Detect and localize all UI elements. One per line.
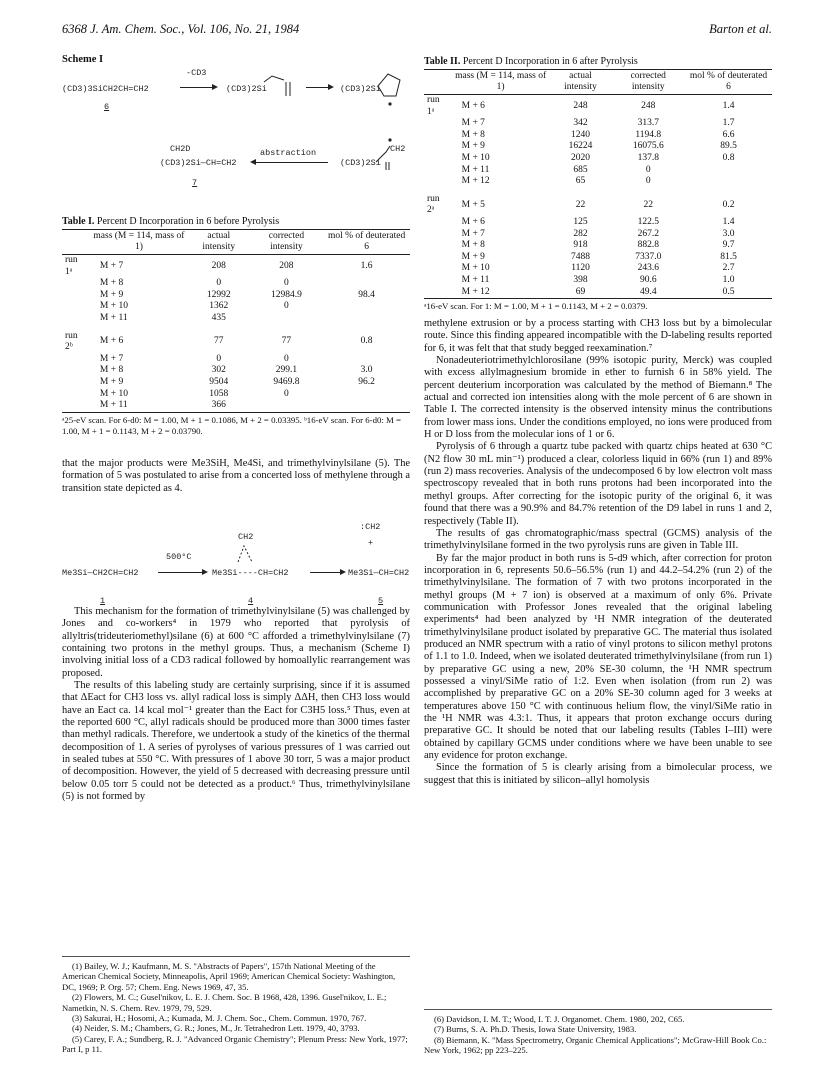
radical-intermediate-3: (CD3)2Si	[340, 158, 381, 168]
actual-intensity-cell: 9504	[209, 376, 229, 387]
allyl-ring-fragment-1	[262, 74, 302, 100]
table-row	[424, 287, 772, 299]
paragraph: This mechanism for the formation of trimethylvinylsilane (5) was challenged by Jones and co-workers⁴ in 1979 who reported that pyrolysis of allyltris(trideuteriomethyl)silane (6) at 600 °C afforded a trimethylvinylsilane (7) containing two protons in the methyl groups. Thus, a mechanism (Scheme I) involving initial loss of a CD3 radical followed by homoallylic rearrangement was proposed.	[62, 606, 410, 679]
mol-percent-cell: 9.7	[722, 240, 735, 251]
corrected-intensity-cell: 267.2	[637, 228, 659, 239]
corrected-intensity-cell: 0	[284, 388, 289, 399]
table-1-title: Percent D Incorporation in 6 before Pyrolysis	[96, 216, 280, 227]
reaction-arrow	[158, 572, 206, 573]
table-row	[424, 217, 772, 229]
corrected-intensity-cell: 9469.8	[273, 376, 300, 387]
loss-label: -CD3	[186, 68, 207, 78]
mass-cell: M + 8	[461, 129, 485, 140]
mass-cell: M + 5	[461, 199, 485, 210]
mass-cell: M + 6	[461, 216, 485, 227]
table-2	[424, 69, 772, 299]
actual-intensity-cell: 125	[573, 216, 588, 227]
table-row	[424, 153, 772, 165]
corrected-intensity-cell: 22	[643, 199, 653, 210]
mass-cell: M + 11	[461, 164, 490, 175]
actual-intensity-cell: 1058	[209, 388, 229, 399]
mass-cell: M + 9	[99, 376, 124, 387]
actual-intensity-cell: 435	[211, 312, 226, 323]
run-cell	[62, 290, 90, 302]
mol-percent-cell: 1.4	[722, 100, 735, 111]
product-ch2d-group: CH2D	[170, 144, 191, 154]
table-row	[424, 240, 772, 252]
corrected-intensity-cell: 49.4	[611, 287, 685, 299]
paragraph: methylene extrusion or by a process starting with CH3 loss but by a bimolecular route. Since this finding appeared incompatible with the D-labeling results reported for 6, it was felt that that study begged reexamination.⁷	[424, 318, 772, 354]
table-row	[424, 252, 772, 264]
corrected-intensity-cell: 0	[284, 278, 289, 289]
actual-intensity-cell: 69	[550, 287, 612, 299]
reaction-arrow	[306, 87, 332, 88]
scheme-product-7: (CD3)2Si—CH=CH2	[160, 158, 237, 168]
run-cell	[62, 377, 90, 389]
transition-state-bonds	[230, 542, 270, 564]
left-text-block-1	[62, 458, 410, 495]
table-row	[62, 255, 410, 279]
corrected-intensity-cell: 882.8	[637, 240, 659, 251]
table-row	[424, 263, 772, 275]
table-1	[62, 229, 410, 413]
mol-percent-cell: 1.6	[360, 260, 373, 271]
run-cell	[424, 287, 452, 299]
run-cell	[424, 141, 452, 153]
actual-intensity-cell: 918	[573, 240, 588, 251]
corrected-intensity-cell: 243.6	[637, 263, 659, 274]
corrected-intensity-cell: 7337.0	[635, 251, 662, 262]
run-cell	[62, 389, 90, 401]
reference: (8) Biemann, K. "Mass Spectrometry, Organic Chemical Applications"; McGraw-Hill Book Co.: New York, 1962; pp 223–225.	[424, 1034, 767, 1056]
mol-percent-cell	[323, 278, 410, 290]
mol-percent-cell: 0.8	[722, 152, 735, 163]
table-row	[424, 118, 772, 130]
corrected-intensity-cell	[250, 313, 324, 325]
run-cell	[424, 165, 452, 177]
table-row	[62, 325, 410, 354]
table-row	[62, 290, 410, 302]
column-header: mass (M = 114, mass of 1)	[90, 230, 188, 255]
actual-intensity-cell: 366	[188, 400, 250, 412]
mol-percent-cell	[685, 176, 772, 188]
actual-intensity-cell: 1240	[571, 129, 591, 140]
actual-intensity-cell: 342	[573, 118, 588, 129]
run-cell	[62, 313, 90, 325]
corrected-intensity-cell: 77	[281, 336, 292, 347]
compound-label-7: 7	[192, 178, 198, 188]
carbene-label: :CH2	[360, 522, 381, 532]
table-header-row	[62, 230, 410, 255]
corrected-intensity-cell: 299.1	[275, 365, 298, 376]
table-row	[424, 95, 772, 119]
column-header: corrected intensity	[250, 230, 324, 255]
reference: (3) Sakurai, H.; Hosomi, A.; Kumada, M. J. Chem. Soc., Chem. Commun. 1970, 767.	[72, 1013, 367, 1024]
actual-intensity-cell: 1362	[209, 301, 229, 312]
author-header: Barton et al.	[709, 22, 772, 36]
run-cell	[62, 400, 90, 412]
run-cell	[424, 263, 452, 275]
corrected-intensity-cell: 208	[279, 260, 294, 271]
reference: (7) Burns, S. A. Ph.D. Thesis, Iowa State University, 1983.	[434, 1024, 637, 1035]
corrected-intensity-cell: 90.6	[639, 274, 657, 285]
table-row	[62, 313, 410, 325]
column-header	[424, 70, 452, 95]
mass-cell: M + 6	[461, 100, 485, 111]
table-2-block	[424, 56, 772, 321]
run-cell: run 2ᵇ	[65, 330, 78, 353]
table-row	[62, 377, 410, 389]
mass-cell: M + 10	[99, 388, 128, 399]
mass-cell: M + 8	[99, 365, 124, 376]
mass-cell: M + 9	[99, 289, 124, 300]
corrected-intensity-cell: 122.5	[637, 216, 659, 227]
run-cell	[424, 153, 452, 165]
scheme-1	[62, 54, 410, 202]
reference: (2) Flowers, M. C.; Gusel'nikov, L. E. J. Chem. Soc. B 1968, 428, 1396. Gusel'nikov, L. E.; Nametkin, N. S. Chem. Rev. 1979, 79, 529.	[62, 992, 387, 1013]
mol-percent-cell: 3.0	[722, 228, 735, 239]
table-row	[424, 141, 772, 153]
table-2-label: Table II.	[424, 56, 461, 67]
mass-cell: M + 11	[90, 400, 188, 412]
mol-percent-cell	[685, 165, 772, 177]
compound-label-6: 6	[104, 102, 110, 112]
right-references	[424, 1009, 772, 1056]
reference: (6) Davidson, I. M. T.; Wood, I. T. J. Organomet. Chem. 1980, 202, C65.	[434, 1014, 685, 1024]
paragraph: The results of gas chromatographic/mass spectral (GCMS) analysis of the trimethylvinylsilane formed in the two pyrolysis runs are given in Table III.	[424, 527, 772, 552]
left-references	[62, 956, 410, 1055]
paragraph: The results of this labeling study are certainly surprising, since if it is assumed that ΔEact for CH3 loss vs. allyl radical loss is simply ΔΔH, then CH3 loss would have an Eact ca. 14 kcal mol⁻¹ greater than the Eact for C3H5 loss.⁵ Thus, even at the reported 600 °C, allyl radicals should be produced more than 3000 times faster than methyl radicals. Therefore, we undertook a study of the kinetics of the thermal decomposition of 1. A series of pyrolyses of various pressures of 1 was carried out in sealed tubes at 550 °C. With pressures of 1 above 30 torr, 5 was a major product of decomposition. However, the yield of 5 decreased with decreasing pressure until below 0.05 torr 5 could not be detected as a product.⁶ Thus, trimethylvinylsilane (5) is not formed by	[62, 680, 410, 803]
mass-cell: M + 8	[461, 240, 485, 251]
mass-cell: M + 9	[461, 251, 485, 262]
run-cell	[62, 365, 90, 377]
run-cell	[424, 275, 452, 287]
table-row	[424, 188, 772, 217]
reference: (1) Bailey, W. J.; Kaufmann, M. S. "Abstracts of Papers", 157th National Meeting of the American Chemical Society, Minneapolis, April 1969; American Chemical Society: Washington, DC, 1969; P. Org. 57; Chem. Eng. News 1969, 47, 35.	[62, 961, 396, 992]
left-text-block-2	[62, 606, 410, 804]
table-header-row	[424, 70, 772, 95]
running-header	[62, 22, 772, 40]
mass-cell: M + 9	[461, 141, 485, 152]
mol-percent-cell: 1.7	[722, 118, 735, 129]
corrected-intensity-cell: 0	[645, 164, 651, 175]
table-row	[62, 365, 410, 377]
table-row	[424, 275, 772, 287]
reverse-reaction-arrow	[252, 162, 328, 163]
column-header: actual intensity	[188, 230, 250, 255]
corrected-intensity-cell: 313.7	[637, 118, 659, 129]
mass-cell: M + 12	[452, 287, 550, 299]
mol-percent-cell: 98.4	[358, 289, 375, 300]
column-header: mass (M = 114, mass of 1)	[452, 70, 550, 95]
table-row	[62, 400, 410, 412]
mol-percent-cell	[323, 301, 410, 313]
table-row	[62, 389, 410, 401]
corrected-intensity-cell: 12984.9	[270, 289, 302, 300]
table-row	[62, 354, 410, 366]
corrected-intensity-cell: 0	[284, 353, 289, 364]
mol-percent-cell: 81.5	[720, 251, 737, 262]
reaction-arrow	[180, 87, 216, 88]
mass-cell: M + 7	[461, 228, 485, 239]
mol-percent-cell	[323, 313, 410, 325]
run-cell	[424, 217, 452, 229]
mass-cell: M + 12	[461, 176, 490, 187]
mass-cell: M + 11	[99, 312, 128, 323]
table-row	[62, 278, 410, 290]
right-text-block	[424, 318, 772, 787]
mass-cell: M + 10	[461, 263, 490, 274]
mol-percent-cell: 3.0	[360, 365, 373, 376]
actual-intensity-cell: 22	[575, 199, 586, 210]
table-1-footnote: ᵃ25-eV scan. For 6-d0: M = 1.00, M + 1 = 0.1086, M + 2 = 0.03395. ᵇ16-eV scan. For 6-d0: M = 1.00, M + 1 = 0.1143, M + 2 = 0.03790.	[62, 414, 402, 436]
plus-sign: +	[368, 538, 374, 548]
reference: (4) Neider, S. M.; Chambers, G. R.; Jones, M., Jr. Tetrahedron Lett. 1979, 40, 3793.	[72, 1023, 360, 1034]
actual-intensity-cell: 77	[214, 336, 224, 347]
mol-percent-cell: 1.0	[722, 274, 735, 285]
corrected-intensity-cell: 0	[284, 301, 289, 312]
actual-intensity-cell: 7488	[571, 251, 591, 262]
run-cell	[424, 240, 452, 252]
actual-intensity-cell: 302	[211, 365, 226, 376]
actual-intensity-cell: 0	[216, 278, 222, 289]
open-chain-fragment	[374, 136, 398, 172]
abstraction-label: abstraction	[260, 148, 317, 158]
scheme-2-product: Me3Si—CH=CH2	[348, 568, 410, 578]
table-row	[424, 165, 772, 177]
actual-intensity-cell: 282	[573, 228, 588, 239]
corrected-intensity-cell: 248	[641, 100, 656, 111]
column-header: mol % of deuterated 6	[685, 70, 772, 95]
actual-intensity-cell: 398	[573, 274, 588, 285]
mass-cell: M + 10	[461, 152, 490, 163]
mol-percent-cell: 0.5	[685, 287, 772, 299]
actual-intensity-cell: 1120	[571, 263, 590, 274]
actual-intensity-cell: 0	[216, 353, 222, 364]
column-header: mol % of deuterated 6	[323, 230, 410, 255]
mol-percent-cell: 0.2	[722, 199, 735, 210]
mol-percent-cell: 6.6	[722, 129, 735, 140]
paragraph: By far the major product in both runs is 5-d9 which, after correction for proton incorporation in 6, represents 50.6–56.5% (run 1) and 44.2–54.2% (run 2) of the trimethylvinylsilane. The formation of 7 with two protons incorporated in the methyl groups (M + 7 ion) is observed at a maximum of only 6%. Private communication with Professor Jones revealed that the original labeling experiments⁴ had been analyzed by ¹H NMR integration of the deuterated trimethylvinylsilane product isolated by preparative GC. The material thus isolated produced an NMR spectrum with a ratio of vinyl protons to silicon methyl protons of 1.1 to 1.0. Indeed, when we isolated deuterated trimethylvinylsilane (from run 1) by preparative GC using a new, 20% SE-30 column, the ¹H NMR spectrum possessed a vinyl/SiMe ratio of 1:2. Even when isolation (from run 2) was accomplished by preparative GC on a 20% SE-30 column aged for 3 weeks at temperatures above 150 °C with continuous helium flow, the vinyl/SiMe ratio in the ¹H NMR was 4.3:1. Thus, it appears that proton exchange occurs during preparative GC. It should be noted that our labeling results (Tables I–III) were obtained by capillary GCMS under conditions where we have been unable to see any evidence for proton exchange.	[424, 552, 772, 762]
corrected-intensity-cell: 0	[645, 176, 651, 187]
run-cell	[424, 229, 452, 241]
table-2-caption	[424, 56, 772, 67]
radical-intermediate-1: (CD3)2Si	[226, 84, 267, 94]
mol-percent-cell: 2.7	[722, 263, 735, 274]
paragraph: Pyrolysis of 6 through a quartz tube packed with quartz chips heated at 630 °C (N2 flow 30 mL min⁻¹) produced a clear, colorless liquid in 66% (run 1) and 89% (run 2) mass recoveries. Analysis of the undecomposed 6 by low electron volt mass spectroscopy revealed that in both runs protons had been incorporated into the methyl groups. After correcting for the isotopic purity of the original 6, it was found that there was a 90.9% and 84.7% retention of the D9 label in runs 1 and 2, respectively (Table II).	[424, 441, 772, 527]
mol-percent-cell	[323, 400, 410, 412]
mass-cell: M + 8	[99, 278, 124, 289]
mass-cell: M + 6	[99, 336, 124, 347]
column-header	[62, 230, 90, 255]
actual-intensity-cell: 208	[211, 260, 226, 271]
mol-percent-cell	[323, 389, 410, 401]
mass-cell: M + 11	[461, 274, 490, 285]
table-1-caption	[62, 216, 410, 227]
corrected-intensity-cell: 16075.6	[632, 141, 664, 152]
table-row	[424, 130, 772, 142]
actual-intensity-cell: 16224	[568, 141, 593, 152]
mass-cell: M + 7	[461, 118, 485, 129]
paragraph: Since the formation of 5 is clearly arising from a bimolecular process, we suggest that this is initiated by silicon–allyl homolysis	[424, 762, 772, 786]
table-2-footnote: ᵃ16-eV scan. For 1: M = 1.00, M + 1 = 0.1143, M + 2 = 0.0379.	[424, 301, 648, 312]
methylene-radical-label: CH2	[390, 144, 406, 154]
mol-percent-cell: 0.8	[360, 336, 373, 347]
compound-label-5: 5	[378, 596, 384, 606]
radical-intermediate-2: (CD3)2Si	[340, 84, 381, 94]
table-1-label: Table I.	[62, 216, 95, 227]
actual-intensity-cell: 12992	[206, 289, 231, 300]
table-row	[424, 229, 772, 241]
reaction-arrow	[310, 572, 344, 573]
column-header: corrected intensity	[611, 70, 685, 95]
actual-intensity-cell: 2020	[571, 152, 591, 163]
reference: (5) Carey, F. A.; Sundberg, R. J. "Advanced Organic Chemistry"; Plenum Press: New York, 1977; Part I, p 11.	[62, 1033, 408, 1055]
actual-intensity-cell: 65	[575, 176, 586, 187]
run-cell	[424, 130, 452, 142]
transition-state-4: Me3Si----CH=CH2	[212, 568, 289, 578]
temperature-label: 500°C	[166, 552, 192, 562]
compound-label-4: 4	[248, 596, 254, 606]
run-cell: run 2ᵃ	[427, 193, 440, 216]
run-cell	[62, 301, 90, 313]
table-2-title: Percent D Incorporation in 6 after Pyrolysis	[462, 56, 638, 67]
mol-percent-cell: 1.4	[722, 216, 735, 227]
table-1-block	[62, 216, 410, 446]
mol-percent-cell: 89.5	[720, 141, 737, 152]
run-cell: run 1ᵃ	[427, 95, 440, 117]
compound-label-1: 1	[100, 596, 106, 606]
mass-cell: M + 7	[99, 353, 124, 364]
paragraph: that the major products were Me3SiH, Me4Si, and trimethylvinylsilane (5). The formation of 5 was postulated to arise from a concerted loss of methylene through a transition state depicted as 4.	[62, 458, 410, 494]
mol-percent-cell: 96.2	[358, 376, 375, 387]
run-cell	[62, 278, 90, 290]
table-row	[62, 301, 410, 313]
corrected-intensity-cell	[250, 400, 324, 412]
scheme-start-compound: (CD3)3SiCH2CH=CH2	[62, 84, 149, 94]
mass-cell: M + 10	[99, 301, 128, 312]
actual-intensity-cell: 685	[573, 164, 588, 175]
corrected-intensity-cell: 137.8	[637, 152, 659, 163]
run-cell	[424, 176, 452, 188]
run-cell: run 1ᵃ	[65, 255, 78, 277]
run-cell	[62, 354, 90, 366]
table-row	[424, 176, 772, 188]
cyclic-radical-fragment	[376, 68, 406, 108]
mol-percent-cell	[323, 354, 410, 366]
scheme-2-start-compound: Me3Si—CH2CH=CH2	[62, 568, 139, 578]
paragraph: Nonadeuteriotrimethylchlorosilane (99% isotopic purity, Merck) was coupled with excess allylmagnesium bromide in ether to furnish 6 in 58% yield. The percent deuterium incorporation was calculated by the method of Biemann.⁸ The actual and corrected ion intensities along with the mole percent of 6 are shown in Table I. The corrected intensity is the observed intensity minus the contributions from lower mass ions. Under the conditions employed, no ions were produced from H or D loss from the molecular ions of 1 or 6.	[424, 355, 773, 441]
journal-citation: 6368 J. Am. Chem. Soc., Vol. 106, No. 21, 1984	[62, 22, 300, 36]
scheme-title: Scheme I	[62, 54, 104, 65]
run-cell	[424, 118, 452, 130]
corrected-intensity-cell: 1194.8	[635, 129, 662, 140]
actual-intensity-cell: 248	[573, 100, 588, 111]
mass-cell: M + 7	[99, 260, 124, 271]
run-cell	[424, 252, 452, 264]
transition-state-ch2: CH2	[238, 532, 254, 542]
column-header: actual intensity	[550, 70, 612, 95]
